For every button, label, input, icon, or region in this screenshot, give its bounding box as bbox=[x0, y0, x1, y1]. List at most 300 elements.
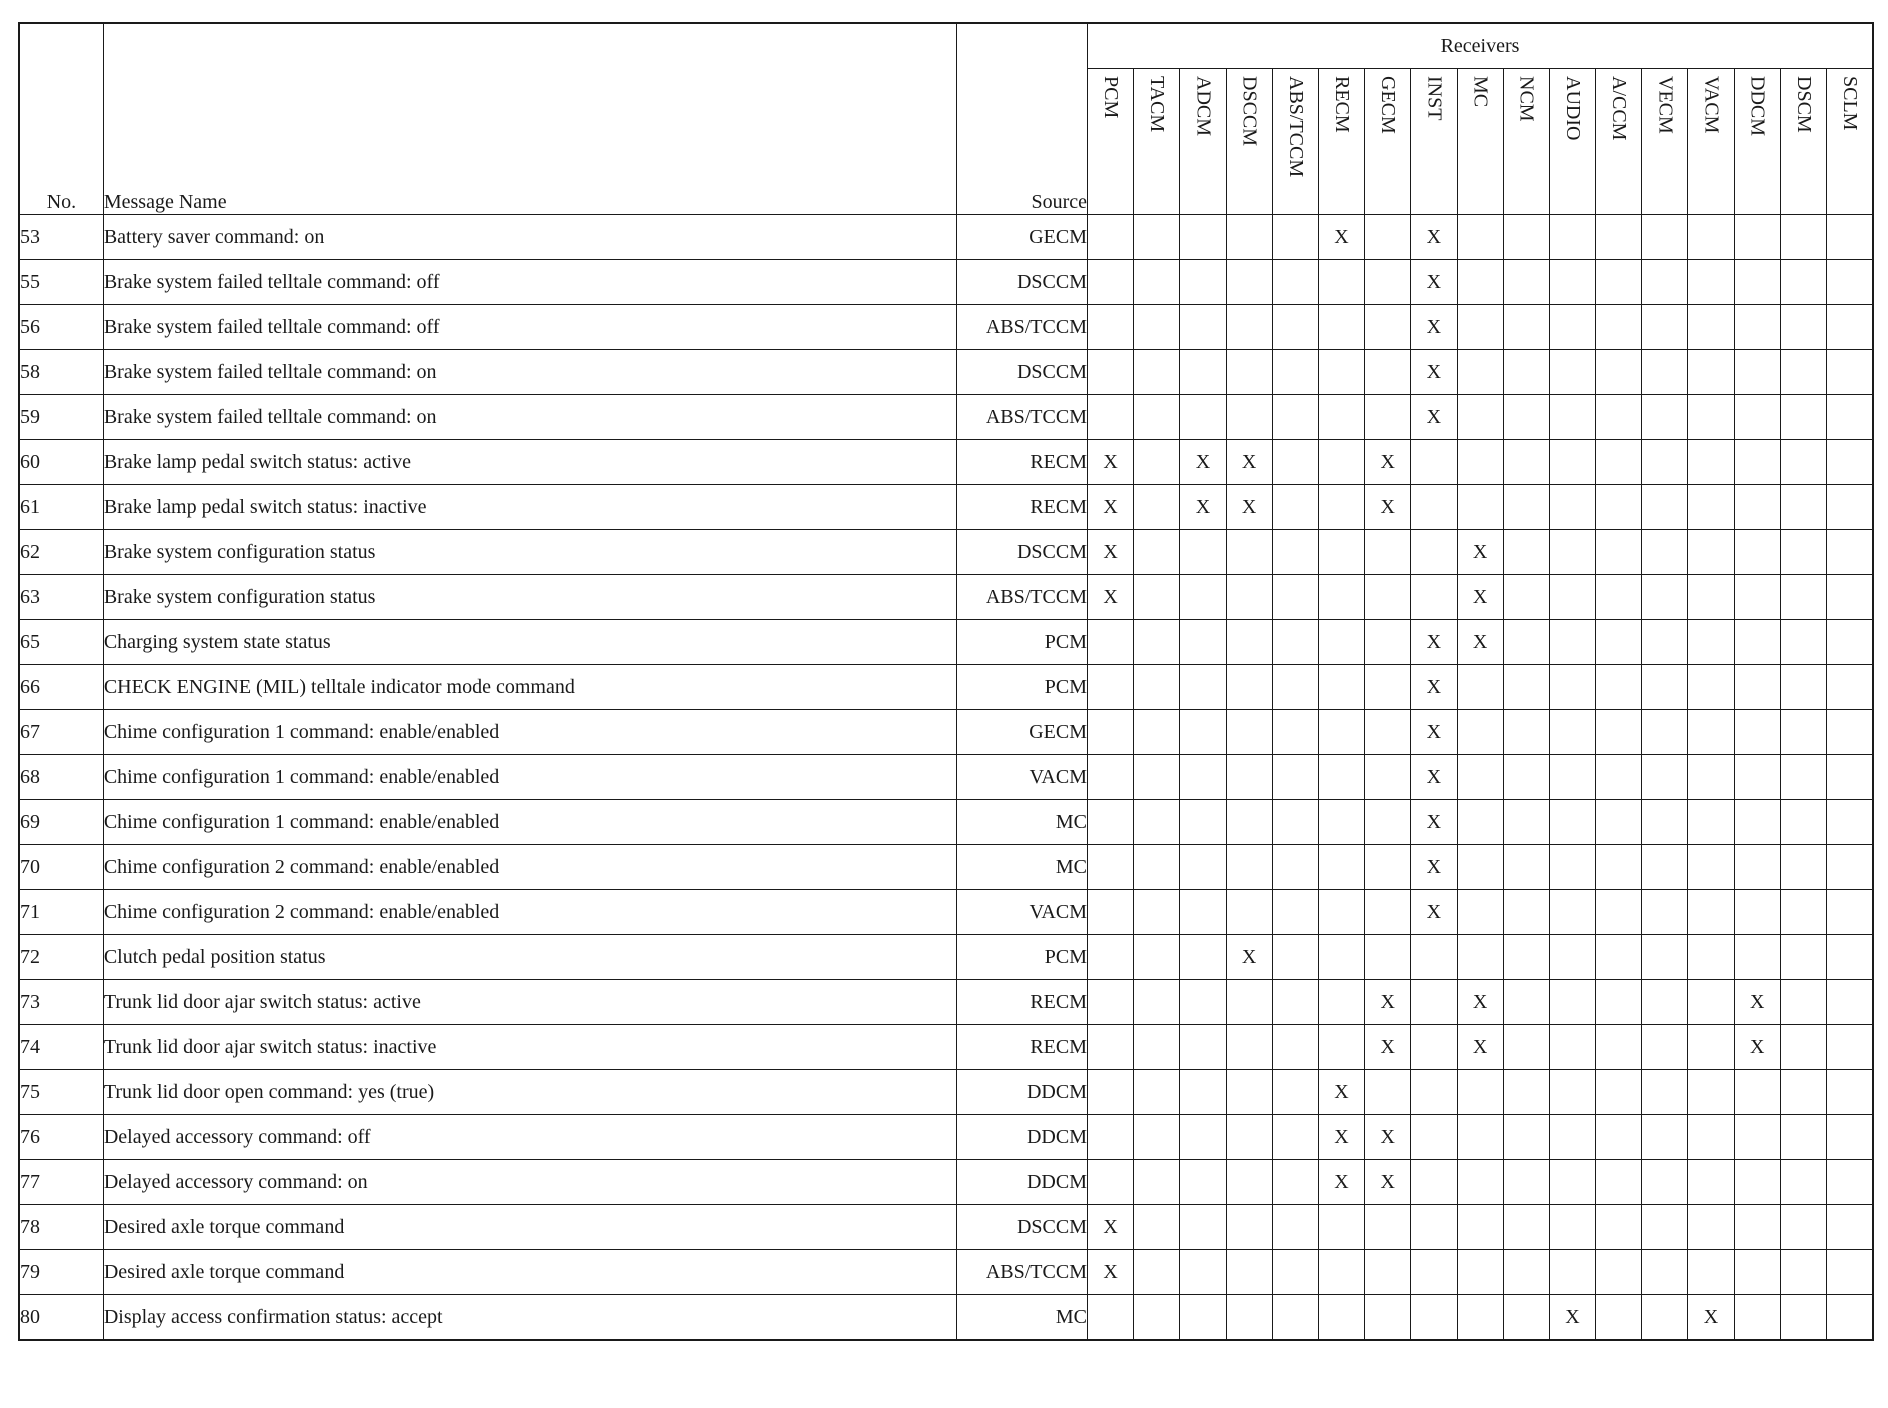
receiver-mark bbox=[1457, 665, 1503, 710]
row-source: RECM bbox=[957, 980, 1088, 1025]
receiver-mark bbox=[1780, 395, 1826, 440]
receiver-mark bbox=[1088, 1160, 1134, 1205]
receiver-mark: X bbox=[1365, 980, 1411, 1025]
receiver-header-a-ccm bbox=[1596, 69, 1642, 215]
receiver-mark bbox=[1180, 1025, 1226, 1070]
receiver-mark bbox=[1365, 215, 1411, 260]
receiver-mark bbox=[1226, 1115, 1272, 1160]
receiver-mark bbox=[1642, 395, 1688, 440]
receiver-mark bbox=[1780, 1070, 1826, 1115]
receiver-header-label: MC bbox=[1469, 75, 1492, 107]
receiver-mark bbox=[1549, 935, 1595, 980]
receiver-mark bbox=[1457, 485, 1503, 530]
receiver-mark bbox=[1134, 935, 1180, 980]
receiver-mark bbox=[1734, 710, 1780, 755]
receiver-mark bbox=[1180, 1160, 1226, 1205]
receiver-mark bbox=[1688, 1250, 1734, 1295]
receiver-mark bbox=[1134, 755, 1180, 800]
receiver-mark bbox=[1827, 1295, 1874, 1341]
receiver-mark bbox=[1596, 845, 1642, 890]
row-number: 80 bbox=[19, 1295, 103, 1341]
receiver-mark bbox=[1642, 1205, 1688, 1250]
receiver-mark bbox=[1134, 1205, 1180, 1250]
receiver-mark bbox=[1134, 305, 1180, 350]
table-row bbox=[19, 1205, 1873, 1250]
receiver-mark bbox=[1088, 890, 1134, 935]
receiver-mark bbox=[1318, 710, 1364, 755]
receiver-mark bbox=[1688, 1070, 1734, 1115]
receiver-mark bbox=[1503, 1205, 1549, 1250]
receiver-mark: X bbox=[1734, 980, 1780, 1025]
receiver-mark bbox=[1180, 530, 1226, 575]
receiver-mark bbox=[1642, 1250, 1688, 1295]
row-message-name: Brake lamp pedal switch status: inactive bbox=[103, 485, 957, 530]
receiver-mark bbox=[1318, 800, 1364, 845]
receiver-mark bbox=[1318, 305, 1364, 350]
receiver-mark bbox=[1365, 260, 1411, 305]
receiver-mark bbox=[1226, 395, 1272, 440]
receiver-mark bbox=[1226, 215, 1272, 260]
receiver-mark bbox=[1596, 395, 1642, 440]
receiver-header-recm bbox=[1318, 69, 1364, 215]
receiver-mark bbox=[1318, 440, 1364, 485]
receiver-mark: X bbox=[1318, 1070, 1364, 1115]
row-number: 63 bbox=[19, 575, 103, 620]
receiver-header-mc bbox=[1457, 69, 1503, 215]
receiver-mark bbox=[1088, 1295, 1134, 1341]
receiver-mark bbox=[1457, 395, 1503, 440]
receiver-mark bbox=[1549, 575, 1595, 620]
receiver-mark bbox=[1549, 620, 1595, 665]
receiver-mark bbox=[1827, 215, 1874, 260]
row-message-name: Clutch pedal position status bbox=[103, 935, 957, 980]
receiver-mark bbox=[1503, 800, 1549, 845]
receiver-mark bbox=[1827, 1250, 1874, 1295]
receiver-mark bbox=[1780, 305, 1826, 350]
receiver-mark bbox=[1780, 1250, 1826, 1295]
receiver-mark bbox=[1503, 575, 1549, 620]
receiver-mark: X bbox=[1411, 350, 1457, 395]
receiver-mark bbox=[1549, 485, 1595, 530]
row-message-name: Trunk lid door ajar switch status: inactive bbox=[103, 1025, 957, 1070]
receiver-mark bbox=[1642, 575, 1688, 620]
receiver-mark bbox=[1180, 755, 1226, 800]
receiver-mark bbox=[1549, 710, 1595, 755]
receiver-mark bbox=[1827, 575, 1874, 620]
receiver-mark bbox=[1226, 260, 1272, 305]
receiver-mark bbox=[1596, 665, 1642, 710]
receiver-mark bbox=[1226, 1070, 1272, 1115]
receiver-mark bbox=[1134, 710, 1180, 755]
receiver-mark bbox=[1088, 710, 1134, 755]
receiver-mark bbox=[1549, 980, 1595, 1025]
receiver-header-label: VACM bbox=[1700, 75, 1723, 134]
receiver-mark bbox=[1642, 755, 1688, 800]
receiver-mark bbox=[1411, 1070, 1457, 1115]
receiver-mark bbox=[1457, 800, 1503, 845]
receiver-mark bbox=[1549, 530, 1595, 575]
receiver-mark bbox=[1272, 1070, 1318, 1115]
receiver-mark bbox=[1365, 755, 1411, 800]
receiver-mark bbox=[1503, 1295, 1549, 1341]
receiver-header-label: DSCCM bbox=[1238, 75, 1261, 146]
receiver-mark bbox=[1411, 530, 1457, 575]
receiver-mark bbox=[1365, 935, 1411, 980]
receiver-mark bbox=[1411, 1250, 1457, 1295]
header-receivers: Receivers bbox=[1088, 23, 1874, 69]
receiver-mark bbox=[1549, 800, 1595, 845]
receiver-mark bbox=[1226, 530, 1272, 575]
row-source: ABS/TCCM bbox=[957, 575, 1088, 620]
row-message-name: Brake lamp pedal switch status: active bbox=[103, 440, 957, 485]
table-row bbox=[19, 530, 1873, 575]
receiver-mark bbox=[1180, 800, 1226, 845]
receiver-mark bbox=[1272, 1250, 1318, 1295]
receiver-mark: X bbox=[1411, 665, 1457, 710]
receiver-mark bbox=[1642, 800, 1688, 845]
receiver-header-label: ABS/TCCM bbox=[1284, 75, 1307, 177]
receiver-mark bbox=[1365, 1070, 1411, 1115]
receiver-mark bbox=[1827, 1070, 1874, 1115]
receiver-mark bbox=[1226, 305, 1272, 350]
receiver-mark bbox=[1549, 1160, 1595, 1205]
receiver-mark bbox=[1365, 890, 1411, 935]
receiver-mark bbox=[1134, 1025, 1180, 1070]
receiver-mark bbox=[1180, 260, 1226, 305]
row-message-name: Chime configuration 1 command: enable/enabled bbox=[103, 800, 957, 845]
receiver-mark bbox=[1549, 215, 1595, 260]
receiver-mark bbox=[1272, 800, 1318, 845]
receiver-mark bbox=[1549, 890, 1595, 935]
receiver-mark bbox=[1549, 755, 1595, 800]
receiver-mark bbox=[1780, 1160, 1826, 1205]
receiver-mark bbox=[1827, 710, 1874, 755]
receiver-mark bbox=[1827, 350, 1874, 395]
receiver-mark bbox=[1318, 935, 1364, 980]
receiver-mark bbox=[1827, 1025, 1874, 1070]
receiver-mark bbox=[1226, 890, 1272, 935]
receiver-mark bbox=[1688, 1025, 1734, 1070]
receiver-mark bbox=[1088, 350, 1134, 395]
receiver-mark bbox=[1180, 980, 1226, 1025]
row-source: PCM bbox=[957, 935, 1088, 980]
receiver-mark bbox=[1365, 350, 1411, 395]
receiver-mark bbox=[1688, 620, 1734, 665]
receiver-mark bbox=[1318, 1025, 1364, 1070]
receiver-mark bbox=[1180, 665, 1226, 710]
receiver-mark bbox=[1642, 350, 1688, 395]
receiver-mark bbox=[1688, 440, 1734, 485]
row-source: PCM bbox=[957, 665, 1088, 710]
row-number: 78 bbox=[19, 1205, 103, 1250]
receiver-mark bbox=[1318, 980, 1364, 1025]
table-row bbox=[19, 665, 1873, 710]
receiver-mark: X bbox=[1088, 485, 1134, 530]
receiver-mark bbox=[1457, 935, 1503, 980]
row-message-name: Delayed accessory command: on bbox=[103, 1160, 957, 1205]
receiver-mark: X bbox=[1457, 620, 1503, 665]
receiver-mark: X bbox=[1365, 485, 1411, 530]
receiver-mark bbox=[1688, 980, 1734, 1025]
receiver-mark bbox=[1134, 395, 1180, 440]
receiver-mark bbox=[1734, 1160, 1780, 1205]
receiver-mark bbox=[1688, 800, 1734, 845]
receiver-mark bbox=[1134, 1250, 1180, 1295]
table-row bbox=[19, 620, 1873, 665]
receiver-mark bbox=[1457, 440, 1503, 485]
receiver-mark bbox=[1827, 845, 1874, 890]
receiver-mark bbox=[1596, 440, 1642, 485]
receiver-mark bbox=[1272, 755, 1318, 800]
receiver-mark bbox=[1365, 395, 1411, 440]
row-number: 77 bbox=[19, 1160, 103, 1205]
receiver-mark bbox=[1596, 710, 1642, 755]
receiver-mark bbox=[1780, 350, 1826, 395]
row-source: MC bbox=[957, 1295, 1088, 1341]
receiver-mark bbox=[1503, 395, 1549, 440]
receiver-mark: X bbox=[1226, 440, 1272, 485]
receiver-mark bbox=[1134, 1070, 1180, 1115]
receiver-mark bbox=[1688, 530, 1734, 575]
table-row bbox=[19, 395, 1873, 440]
receiver-mark bbox=[1596, 1295, 1642, 1341]
receiver-mark bbox=[1549, 305, 1595, 350]
receiver-mark bbox=[1457, 755, 1503, 800]
receiver-mark bbox=[1180, 1250, 1226, 1295]
receiver-mark bbox=[1365, 710, 1411, 755]
receiver-mark bbox=[1642, 845, 1688, 890]
table-row bbox=[19, 890, 1873, 935]
receiver-mark: X bbox=[1411, 620, 1457, 665]
receiver-mark bbox=[1134, 890, 1180, 935]
receiver-mark bbox=[1734, 215, 1780, 260]
receiver-mark bbox=[1226, 1160, 1272, 1205]
receiver-mark bbox=[1503, 1115, 1549, 1160]
receiver-mark bbox=[1134, 1115, 1180, 1160]
row-message-name: Display access confirmation status: accept bbox=[103, 1295, 957, 1341]
receiver-mark bbox=[1457, 845, 1503, 890]
receiver-mark bbox=[1596, 1205, 1642, 1250]
receiver-header-pcm bbox=[1088, 69, 1134, 215]
receiver-mark bbox=[1642, 485, 1688, 530]
receiver-header-vacm bbox=[1688, 69, 1734, 215]
receiver-mark bbox=[1088, 1115, 1134, 1160]
receiver-mark bbox=[1365, 575, 1411, 620]
receiver-mark bbox=[1780, 980, 1826, 1025]
receiver-mark bbox=[1134, 575, 1180, 620]
receiver-mark bbox=[1596, 305, 1642, 350]
row-message-name: Chime configuration 1 command: enable/enabled bbox=[103, 755, 957, 800]
row-number: 65 bbox=[19, 620, 103, 665]
table-row bbox=[19, 1025, 1873, 1070]
receiver-mark bbox=[1596, 260, 1642, 305]
receiver-mark bbox=[1642, 1295, 1688, 1341]
receiver-mark bbox=[1596, 530, 1642, 575]
receiver-mark bbox=[1272, 530, 1318, 575]
receiver-mark bbox=[1780, 1205, 1826, 1250]
row-number: 79 bbox=[19, 1250, 103, 1295]
receiver-mark bbox=[1503, 935, 1549, 980]
receiver-mark bbox=[1503, 350, 1549, 395]
receiver-mark bbox=[1503, 305, 1549, 350]
table-row bbox=[19, 305, 1873, 350]
receiver-header-dscm bbox=[1780, 69, 1826, 215]
receiver-mark bbox=[1780, 215, 1826, 260]
receiver-mark bbox=[1318, 890, 1364, 935]
receiver-header-label: INST bbox=[1423, 75, 1446, 121]
receiver-mark: X bbox=[1365, 1025, 1411, 1070]
receiver-mark bbox=[1365, 1250, 1411, 1295]
receiver-mark bbox=[1411, 485, 1457, 530]
row-number: 66 bbox=[19, 665, 103, 710]
receiver-mark bbox=[1457, 305, 1503, 350]
receiver-mark bbox=[1088, 1070, 1134, 1115]
receiver-mark bbox=[1088, 755, 1134, 800]
receiver-mark bbox=[1503, 530, 1549, 575]
receiver-mark: X bbox=[1318, 215, 1364, 260]
receiver-mark bbox=[1642, 215, 1688, 260]
row-source: GECM bbox=[957, 710, 1088, 755]
receiver-mark bbox=[1226, 620, 1272, 665]
receiver-mark bbox=[1549, 665, 1595, 710]
receiver-mark bbox=[1549, 845, 1595, 890]
row-message-name: Trunk lid door ajar switch status: active bbox=[103, 980, 957, 1025]
header-no: No. bbox=[19, 23, 103, 215]
receiver-header-tacm bbox=[1134, 69, 1180, 215]
receiver-mark bbox=[1134, 215, 1180, 260]
receiver-mark bbox=[1827, 485, 1874, 530]
receiver-mark bbox=[1642, 1115, 1688, 1160]
receiver-mark bbox=[1734, 755, 1780, 800]
receiver-mark bbox=[1827, 1160, 1874, 1205]
receiver-mark bbox=[1780, 1025, 1826, 1070]
receiver-mark bbox=[1596, 1250, 1642, 1295]
receiver-mark bbox=[1734, 665, 1780, 710]
receiver-mark bbox=[1272, 395, 1318, 440]
receiver-mark bbox=[1457, 215, 1503, 260]
receiver-mark bbox=[1088, 1025, 1134, 1070]
receiver-header-adcm bbox=[1180, 69, 1226, 215]
receiver-mark bbox=[1088, 260, 1134, 305]
receiver-mark bbox=[1688, 665, 1734, 710]
receiver-mark bbox=[1272, 620, 1318, 665]
row-message-name: Desired axle torque command bbox=[103, 1205, 957, 1250]
row-message-name: Desired axle torque command bbox=[103, 1250, 957, 1295]
receiver-mark: X bbox=[1457, 980, 1503, 1025]
receiver-mark bbox=[1134, 350, 1180, 395]
receiver-mark bbox=[1318, 575, 1364, 620]
receiver-mark bbox=[1549, 260, 1595, 305]
receiver-mark bbox=[1088, 215, 1134, 260]
row-source: MC bbox=[957, 845, 1088, 890]
receiver-mark bbox=[1088, 800, 1134, 845]
receiver-mark bbox=[1596, 1160, 1642, 1205]
receiver-mark bbox=[1411, 1205, 1457, 1250]
receiver-mark bbox=[1134, 845, 1180, 890]
receiver-mark bbox=[1688, 395, 1734, 440]
receiver-mark bbox=[1272, 485, 1318, 530]
receiver-mark bbox=[1318, 1295, 1364, 1341]
receiver-mark bbox=[1549, 1115, 1595, 1160]
receiver-mark bbox=[1272, 710, 1318, 755]
receiver-mark: X bbox=[1411, 260, 1457, 305]
receiver-mark bbox=[1318, 755, 1364, 800]
row-source: VACM bbox=[957, 755, 1088, 800]
row-number: 70 bbox=[19, 845, 103, 890]
receiver-mark bbox=[1827, 1205, 1874, 1250]
receiver-mark bbox=[1088, 395, 1134, 440]
row-source: PCM bbox=[957, 620, 1088, 665]
receiver-mark bbox=[1272, 215, 1318, 260]
receiver-mark bbox=[1180, 305, 1226, 350]
row-source: ABS/TCCM bbox=[957, 395, 1088, 440]
receiver-mark: X bbox=[1088, 440, 1134, 485]
row-number: 75 bbox=[19, 1070, 103, 1115]
row-source: DSCCM bbox=[957, 1205, 1088, 1250]
receiver-mark bbox=[1226, 845, 1272, 890]
row-source: RECM bbox=[957, 440, 1088, 485]
receiver-mark bbox=[1503, 260, 1549, 305]
receiver-mark bbox=[1827, 800, 1874, 845]
row-message-name: Chime configuration 1 command: enable/enabled bbox=[103, 710, 957, 755]
receiver-mark bbox=[1318, 395, 1364, 440]
receiver-mark bbox=[1503, 1160, 1549, 1205]
row-message-name: Brake system failed telltale command: on bbox=[103, 395, 957, 440]
row-message-name: Charging system state status bbox=[103, 620, 957, 665]
receiver-mark bbox=[1180, 575, 1226, 620]
receiver-mark bbox=[1503, 440, 1549, 485]
receiver-mark: X bbox=[1411, 710, 1457, 755]
receiver-mark bbox=[1734, 440, 1780, 485]
receiver-mark bbox=[1596, 980, 1642, 1025]
receiver-mark bbox=[1780, 620, 1826, 665]
receiver-mark bbox=[1134, 980, 1180, 1025]
receiver-mark bbox=[1549, 440, 1595, 485]
receiver-mark bbox=[1457, 1205, 1503, 1250]
table-row bbox=[19, 260, 1873, 305]
row-number: 76 bbox=[19, 1115, 103, 1160]
receiver-mark bbox=[1596, 755, 1642, 800]
receiver-mark bbox=[1365, 1205, 1411, 1250]
receiver-mark bbox=[1272, 665, 1318, 710]
receiver-mark bbox=[1411, 935, 1457, 980]
receiver-mark bbox=[1596, 890, 1642, 935]
receiver-mark bbox=[1827, 440, 1874, 485]
receiver-mark bbox=[1734, 350, 1780, 395]
receiver-mark bbox=[1780, 575, 1826, 620]
receiver-header-label: NCM bbox=[1515, 75, 1538, 122]
receiver-mark bbox=[1503, 710, 1549, 755]
receiver-mark bbox=[1827, 890, 1874, 935]
row-message-name: CHECK ENGINE (MIL) telltale indicator mode command bbox=[103, 665, 957, 710]
receiver-mark: X bbox=[1088, 1205, 1134, 1250]
receiver-mark bbox=[1549, 1205, 1595, 1250]
row-number: 71 bbox=[19, 890, 103, 935]
receiver-mark bbox=[1272, 1205, 1318, 1250]
receiver-mark bbox=[1457, 1295, 1503, 1341]
receiver-header-vecm bbox=[1642, 69, 1688, 215]
receiver-header-audio bbox=[1549, 69, 1595, 215]
receiver-mark bbox=[1503, 665, 1549, 710]
receiver-mark: X bbox=[1088, 1250, 1134, 1295]
receiver-mark bbox=[1596, 575, 1642, 620]
receiver-mark: X bbox=[1734, 1025, 1780, 1070]
receiver-mark bbox=[1365, 620, 1411, 665]
row-source: DDCM bbox=[957, 1070, 1088, 1115]
receiver-mark bbox=[1642, 440, 1688, 485]
receiver-mark bbox=[1734, 620, 1780, 665]
receiver-mark bbox=[1134, 1160, 1180, 1205]
